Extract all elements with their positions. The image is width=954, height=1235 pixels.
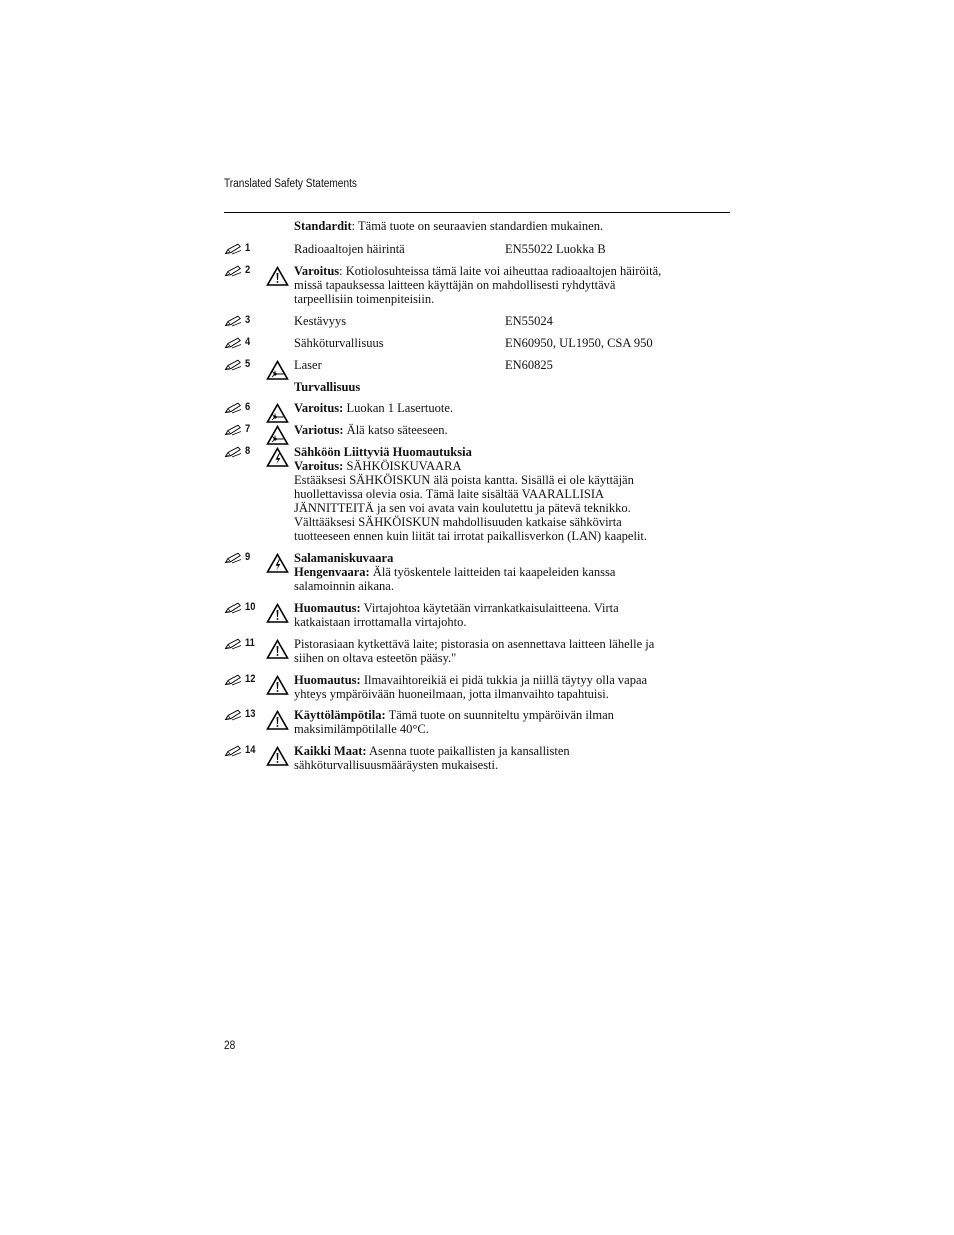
pen-icon <box>224 602 242 614</box>
item-number: 11 <box>245 637 255 649</box>
item-number: 1 <box>245 242 251 254</box>
warning-icon <box>266 603 289 623</box>
item-number: 6 <box>245 401 251 413</box>
item-line: JÄNNITTEITÄ ja sen voi avata vain koulutettu ja pätevä teknikko. <box>294 501 631 515</box>
page-number: 28 <box>224 1040 236 1052</box>
item-number: 9 <box>245 551 251 563</box>
item-label: Huomautus: <box>294 601 361 615</box>
header-rule <box>224 212 730 213</box>
running-header: Translated Safety Statements <box>224 178 357 190</box>
pen-icon <box>224 337 242 349</box>
item-line: Tämä tuote on suunniteltu ympäröivän ilman <box>385 708 614 722</box>
item-line: Luokan 1 Lasertuote. <box>343 401 454 415</box>
item-line: sähköturvallisuusmääräysten mukaisesti. <box>294 758 499 772</box>
standards-intro <box>294 219 603 233</box>
standards-text: : Tämä tuote on seuraavien standardien mukainen. <box>351 219 604 233</box>
item-text <box>294 601 730 629</box>
warning-icon <box>266 266 289 286</box>
pen-icon <box>224 552 242 564</box>
item-line: siihen on oltava esteetön pääsy." <box>294 651 457 665</box>
item-title: Salamaniskuvaara <box>294 551 394 565</box>
item-text <box>294 637 730 665</box>
pen-icon <box>224 315 242 327</box>
item-text <box>294 423 730 437</box>
item-number: 12 <box>245 673 256 685</box>
item-number: 3 <box>245 314 251 326</box>
item-text: Kestävyys <box>294 314 347 328</box>
item-text <box>294 551 730 593</box>
warning-icon <box>266 746 289 766</box>
item-text <box>294 401 730 415</box>
item-number: 4 <box>245 336 251 348</box>
item-line: Estääksesi SÄHKÖISKUN älä poista kantta. Sisällä ei ole käyttäjän <box>294 473 634 487</box>
item-number: 13 <box>245 708 256 720</box>
standards-label: Standardit <box>294 219 352 233</box>
warning-icon <box>266 639 289 659</box>
electric-warning-icon <box>266 447 289 467</box>
pen-icon <box>224 265 242 277</box>
item-text: Laser <box>294 358 322 372</box>
item-number: 5 <box>245 358 251 370</box>
item-number: 2 <box>245 264 251 276</box>
warning-icon <box>266 710 289 730</box>
item-line: Älä työskentele laitteiden tai kaapeleiden kanssa <box>369 565 616 579</box>
pen-icon <box>224 243 242 255</box>
item-line: : Kotiolosuhteissa tämä laite voi aiheuttaa radioaaltojen häiröitä, <box>339 264 662 278</box>
item-text <box>294 744 730 772</box>
item-line: Asenna tuote paikallisten ja kansallisten <box>366 744 570 758</box>
item-number: 8 <box>245 445 251 457</box>
item-label: Kaikki Maat: <box>294 744 367 758</box>
item-standard: EN55024 <box>505 314 553 328</box>
item-line: SÄHKÖISKUVAARA <box>343 459 462 473</box>
item-label: Huomautus: <box>294 673 361 687</box>
electric-warning-icon <box>266 553 289 573</box>
item-label: Varoitus <box>294 264 340 278</box>
item-line: yhteys ympäröivään huoneilmaan, jotta ilmanvaihto tapahtuisi. <box>294 687 609 701</box>
item-line: missä tapauksessa laitteen käyttäjän on mahdollisesti ryhdyttävä <box>294 278 616 292</box>
item-number: 14 <box>245 744 256 756</box>
item-label: Variotus: <box>294 423 344 437</box>
item-text <box>294 673 730 701</box>
item-standard: EN55022 Luokka B <box>505 242 606 256</box>
item-line: Pistorasiaan kytkettävä laite; pistorasia on asennettava laitteen lähelle ja <box>294 637 655 651</box>
laser-warning-icon <box>266 360 289 380</box>
item-number: 10 <box>245 601 256 613</box>
pen-icon <box>224 745 242 757</box>
item-line: tuotteeseen ennen kuin liität tai irrotat paikallisverkon (LAN) kaapelit. <box>294 529 648 543</box>
section-subheading: Turvallisuus <box>294 380 361 394</box>
item-standard: EN60950, UL1950, CSA 950 <box>505 336 653 350</box>
item-line: maksimilämpötilalle 40°C. <box>294 722 429 736</box>
item-label: Hengenvaara: <box>294 565 370 579</box>
item-line: huollettavissa olevia osia. Tämä laite sisältää VAARALLISIA <box>294 487 605 501</box>
item-line: Älä katso säteeseen. <box>343 423 448 437</box>
pen-icon <box>224 709 242 721</box>
item-label: Käyttölämpötila: <box>294 708 386 722</box>
item-text <box>294 264 730 306</box>
laser-warning-icon <box>266 425 289 445</box>
item-text <box>294 445 730 543</box>
item-label: Varoitus: <box>294 401 344 415</box>
pen-icon <box>224 359 242 371</box>
item-title: Sähköön Liittyviä Huomautuksia <box>294 445 472 459</box>
item-line: Välttääksesi SÄHKÖISKUN mahdollisuuden katkaise sähkövirta <box>294 515 622 529</box>
pen-icon <box>224 446 242 458</box>
item-text: Sähköturvallisuus <box>294 336 384 350</box>
item-line: tarpeellisiin toimenpiteisiin. <box>294 292 435 306</box>
laser-warning-icon <box>266 403 289 423</box>
item-line: Virtajohtoa käytetään virrankatkaisulaitteena. Virta <box>360 601 619 615</box>
pen-icon <box>224 674 242 686</box>
pen-icon <box>224 402 242 414</box>
item-text: Radioaaltojen häirintä <box>294 242 405 256</box>
pen-icon <box>224 424 242 436</box>
warning-icon <box>266 675 289 695</box>
item-label: Varoitus: <box>294 459 344 473</box>
pen-icon <box>224 638 242 650</box>
item-line: katkaistaan irrottamalla virtajohto. <box>294 615 467 629</box>
item-text <box>294 708 730 736</box>
item-line: Ilmavaihtoreikiä ei pidä tukkia ja niillä täytyy olla vapaa <box>360 673 648 687</box>
item-line: salamoinnin aikana. <box>294 579 394 593</box>
item-standard: EN60825 <box>505 358 553 372</box>
item-number: 7 <box>245 423 251 435</box>
